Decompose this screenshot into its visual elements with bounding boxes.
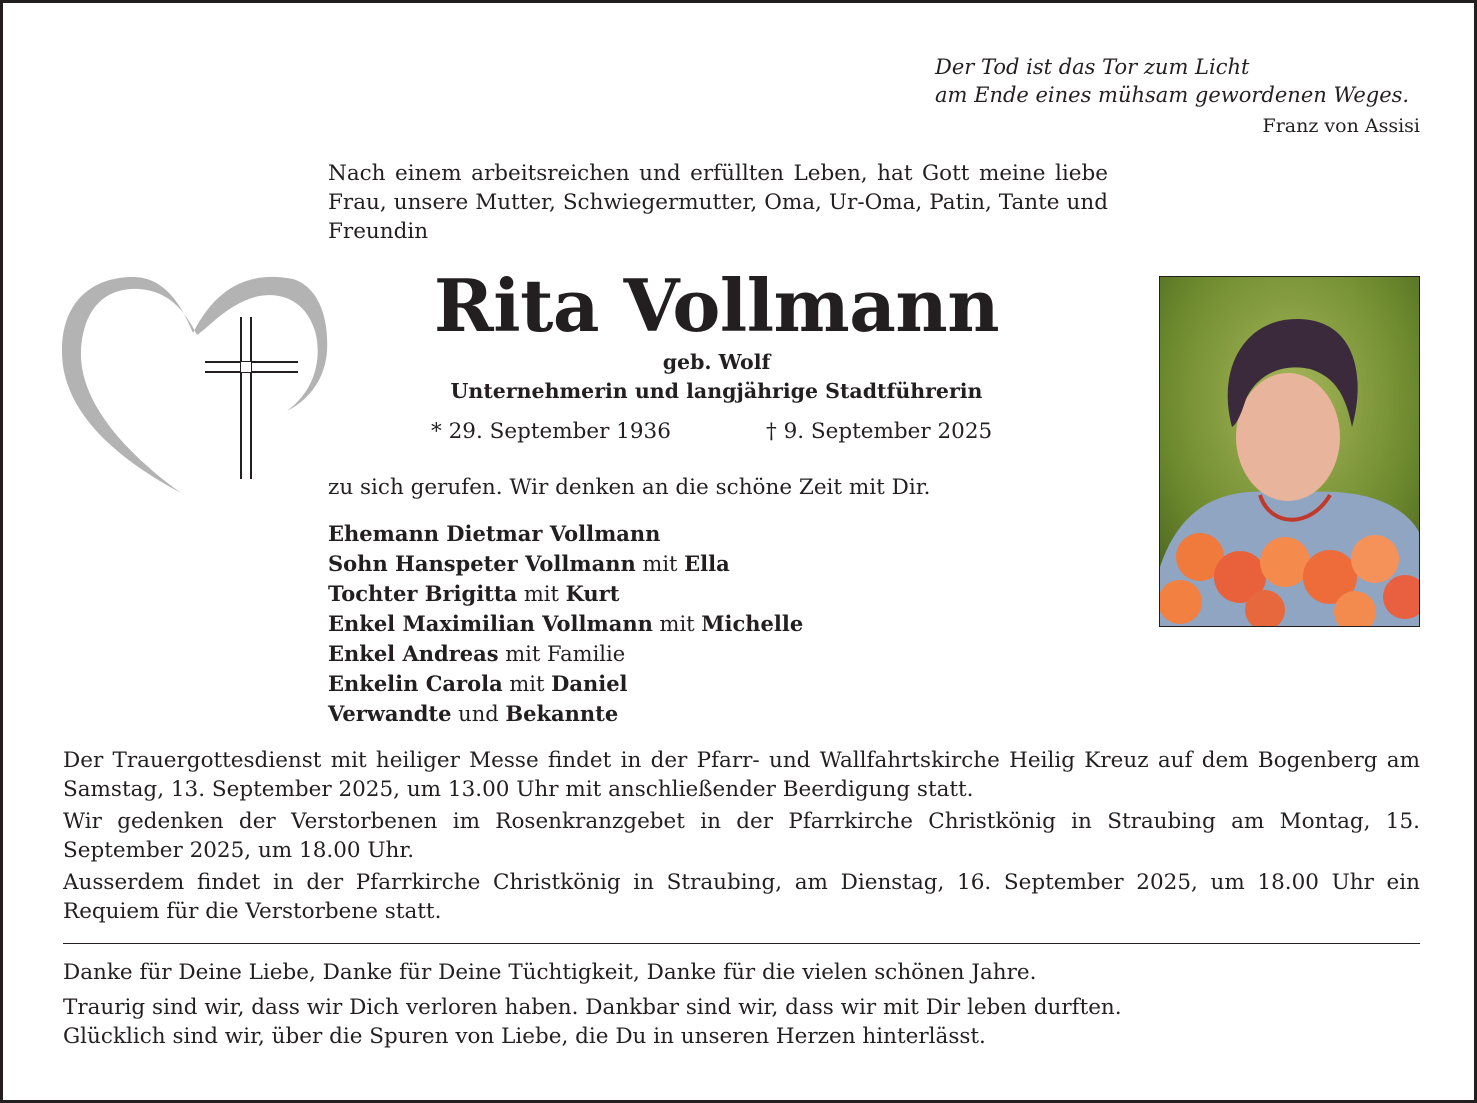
thanks-text: Danke für Deine Liebe, Danke für Deine Tüchtigkeit, Danke für die vielen schönen Jahre. [63, 960, 1037, 985]
profession: Unternehmerin und langjährige Stadtführerin [450, 379, 983, 403]
birth-date: * 29. September 1936 [431, 419, 671, 444]
closing-line-2: Glücklich sind wir, über die Spuren von Liebe, die Du in unseren Herzen hinterlässt. [63, 1023, 986, 1049]
intro-text: Nach einem arbeitsreichen und erfüllten Leben, hat Gott meine liebe Frau, unsere Mutter, Schwiegermutter, Oma, Ur-Oma, Patin, Tante und Freundin [328, 161, 1108, 244]
portrait-photo [1159, 276, 1420, 627]
mourners-list [328, 519, 1028, 729]
called-home-text: zu sich gerufen. Wir denken an die schöne Zeit mit Dir. [328, 475, 931, 500]
motto-line-1: Der Tod ist das Tor zum Licht [935, 55, 1250, 79]
deceased-name: Rita Vollmann [433, 263, 1000, 348]
maiden-name: geb. Wolf [662, 350, 771, 374]
mourner-item: Enkel Andreas mit Familie [328, 641, 626, 666]
mourner-item: Enkel Maximilian Vollmann mit Michelle [328, 611, 804, 636]
mourner-item: Ehemann Dietmar Vollmann [328, 521, 661, 546]
mourner-item: Tochter Brigitta mit Kurt [328, 581, 620, 606]
motto-line-2: am Ende eines mühsam gewordenen Weges. [935, 83, 1410, 107]
closing-line-1: Traurig sind wir, dass wir Dich verloren haben. Dankbar sind wir, dass wir mit Dir leben durften. [63, 995, 1122, 1020]
service-details [63, 747, 1420, 930]
mourner-item: Verwandte und Bekannte [328, 701, 619, 726]
heart-cross-icon [57, 269, 335, 499]
service-paragraph: Der Trauergottesdienst mit heiliger Messe findet in der Pfarr- und Wallfahrtskirche Heilig Kreuz auf dem Bogenberg am Samstag, 13. September 2025, um 13.00 Uhr mit anschließender Beerdigung statt. [63, 748, 1420, 802]
service-paragraph: Wir gedenken der Verstorbenen im Rosenkranzgebet in der Pfarrkirche Christkönig in Straubing am Montag, 15. September 2025, um 18.00 Uhr. [63, 809, 1420, 863]
closing-text [63, 994, 1420, 1051]
motto-quote [935, 53, 1420, 140]
service-paragraph: Ausserdem findet in der Pfarrkirche Christkönig in Straubing, am Dienstag, 16. September 2025, um 18.00 Uhr ein Requiem für die Verstorbene statt. [63, 870, 1420, 924]
divider-line [63, 943, 1420, 944]
death-date: † 9. September 2025 [766, 419, 993, 444]
mourner-item: Enkelin Carola mit Daniel [328, 671, 628, 696]
mourner-item: Sohn Hanspeter Vollmann mit Ella [328, 551, 730, 576]
motto-author: Franz von Assisi [1262, 115, 1420, 137]
